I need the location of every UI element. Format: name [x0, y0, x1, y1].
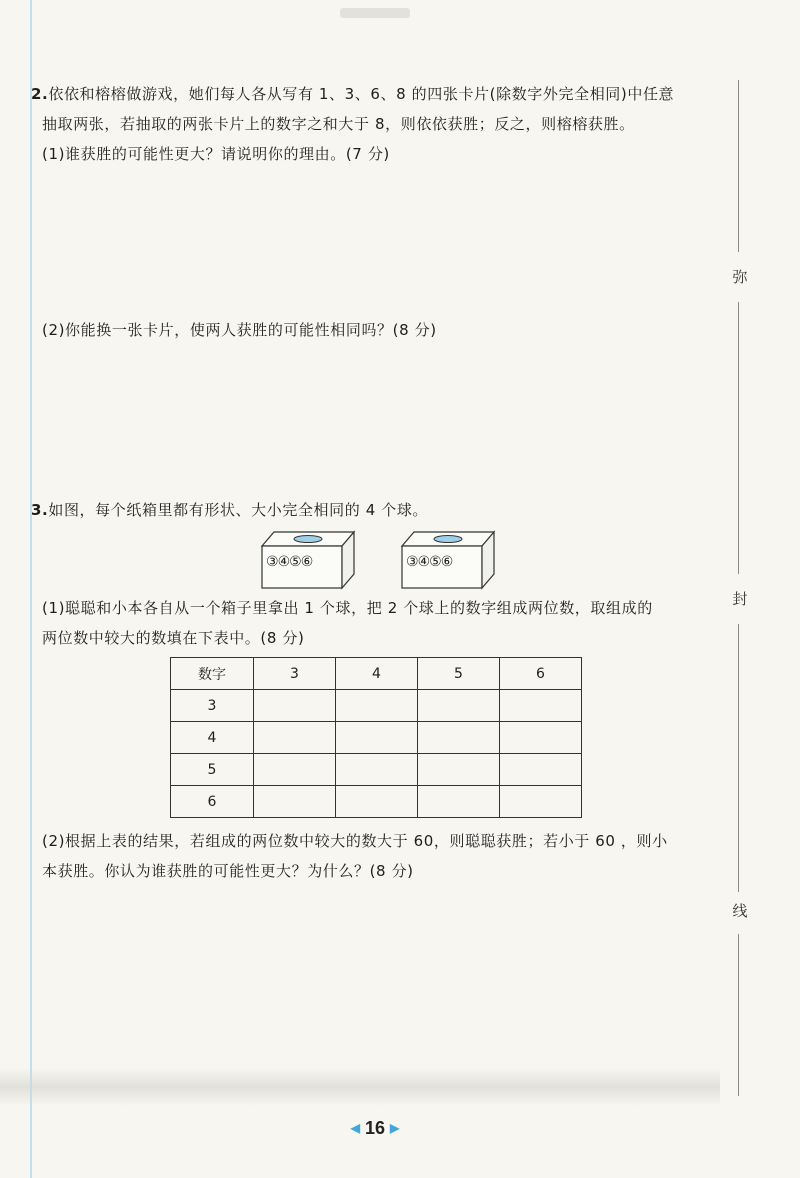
answer-cell[interactable] [418, 690, 500, 722]
answer-cell[interactable] [500, 722, 582, 754]
ball-5: ⑤ [289, 554, 301, 570]
scan-shadow [0, 1068, 720, 1106]
table-row [171, 690, 582, 722]
ball-5: ⑤ [429, 554, 441, 570]
q3-part2-line2: 本获胜。你认为谁获胜的可能性更大？为什么？(8 分) [42, 862, 414, 880]
table-row [171, 754, 582, 786]
q3-part1-line1: (1)聪聪和小本各自从一个箱子里拿出 1 个球，把 2 个球上的数字组成两位数，取组成的 [42, 599, 653, 617]
col-header: 4 [336, 658, 418, 690]
page-number [340, 1118, 410, 1139]
next-arrow-icon: ▶ [390, 1121, 400, 1135]
q2-line1-text: 依依和榕榕做游戏，她们每人各从写有 1、3、6、8 的四张卡片(除数字外完全相同)中任意 [48, 85, 675, 103]
q3-part2-line1: (2)根据上表的结果，若组成的两位数中较大的数大于 60，则聪聪获胜；若小于 60 ，则小 [42, 832, 668, 850]
margin-rule [30, 0, 32, 1178]
answer-cell[interactable] [336, 754, 418, 786]
ball-3: ③ [406, 554, 418, 570]
ball-3: ③ [266, 554, 278, 570]
number-table [170, 657, 582, 818]
answer-cell[interactable] [336, 722, 418, 754]
q3-number: 3. [31, 501, 49, 519]
scan-smudge [340, 8, 410, 18]
ball-4: ④ [277, 554, 290, 570]
seal-char-mi: 弥 [732, 268, 748, 286]
col-header: 3 [254, 658, 336, 690]
q2-line1 [31, 84, 674, 104]
seal-line-segment [738, 934, 739, 1096]
col-header: 5 [418, 658, 500, 690]
answer-cell[interactable] [500, 690, 582, 722]
q2-number: 2. [31, 85, 49, 103]
answer-cell[interactable] [254, 786, 336, 818]
answer-cell[interactable] [254, 690, 336, 722]
box-1-balls [266, 554, 312, 570]
answer-cell[interactable] [336, 786, 418, 818]
answer-cell[interactable] [500, 786, 582, 818]
table-header-row [171, 658, 582, 690]
seal-line-segment [738, 302, 739, 574]
row-header: 5 [171, 754, 254, 786]
answer-cell[interactable] [418, 754, 500, 786]
answer-cell[interactable] [418, 722, 500, 754]
q3-line1 [31, 500, 428, 520]
row-header: 3 [171, 690, 254, 722]
answer-cell[interactable] [254, 754, 336, 786]
table-corner-cell: 数字 [171, 658, 254, 690]
seal-char-xian: 线 [732, 902, 748, 920]
ball-6: ⑥ [440, 554, 453, 570]
row-header: 4 [171, 722, 254, 754]
row-header: 6 [171, 786, 254, 818]
ball-4: ④ [417, 554, 430, 570]
answer-cell[interactable] [254, 722, 336, 754]
answer-cell[interactable] [336, 690, 418, 722]
seal-line-segment [738, 624, 739, 892]
box-2-balls [406, 554, 452, 570]
q3-line1-text: 如图，每个纸箱里都有形状、大小完全相同的 4 个球。 [48, 501, 429, 519]
col-header: 6 [500, 658, 582, 690]
q2-part1: (1)谁获胜的可能性更大？请说明你的理由。(7 分) [42, 145, 390, 163]
ball-6: ⑥ [300, 554, 313, 570]
answer-cell[interactable] [418, 786, 500, 818]
table-row [171, 722, 582, 754]
page-number-text: 16 [364, 1118, 386, 1138]
seal-line-segment [738, 80, 739, 252]
table-row [171, 786, 582, 818]
q3-part1-line2: 两位数中较大的数填在下表中。(8 分) [42, 629, 305, 647]
seal-char-feng: 封 [732, 590, 748, 608]
answer-cell[interactable] [500, 754, 582, 786]
q2-line2: 抽取两张，若抽取的两张卡片上的数字之和大于 8，则依依获胜；反之，则榕榕获胜。 [42, 115, 635, 133]
prev-arrow-icon: ◀ [350, 1121, 360, 1135]
q2-part2: (2)你能换一张卡片，使两人获胜的可能性相同吗？(8 分) [42, 321, 437, 339]
